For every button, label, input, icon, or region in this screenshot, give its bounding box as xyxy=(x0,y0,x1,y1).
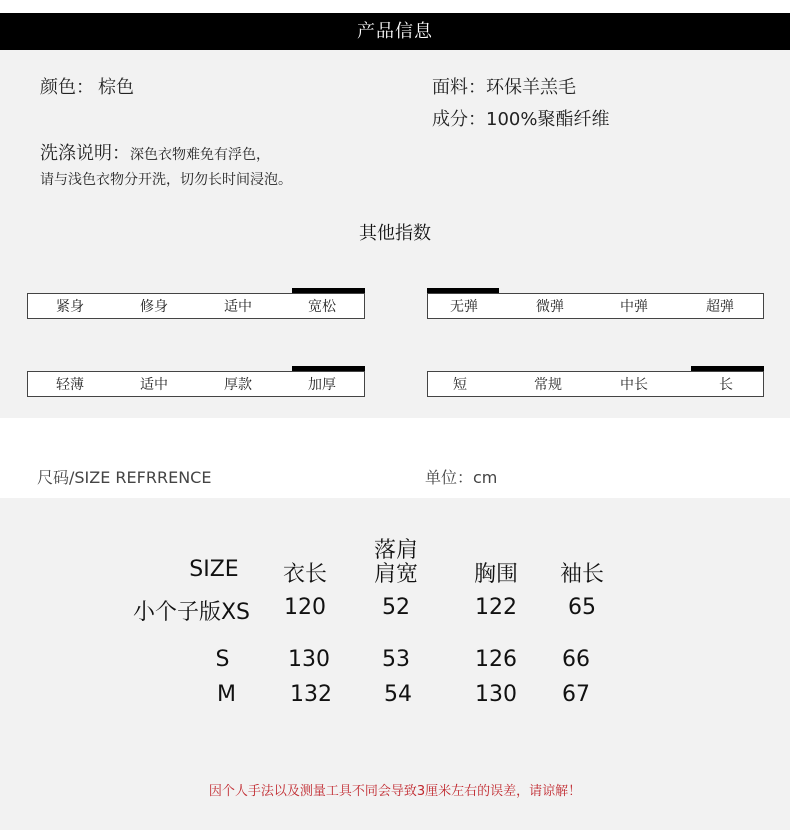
indices-title: 其他指数 xyxy=(359,223,431,244)
color-value: 棕色 xyxy=(98,77,134,98)
fabric-row xyxy=(432,73,576,99)
color-label: 颜色： xyxy=(40,77,94,98)
stretch-scale xyxy=(427,293,764,319)
composition-value: 100%聚酯纤维 xyxy=(486,109,610,130)
stretch-option: 超弹 xyxy=(706,299,734,315)
thickness-option: 适中 xyxy=(140,377,168,393)
page-title: 产品信息 xyxy=(357,21,433,42)
col-header-sleeve: 袖长 xyxy=(559,562,604,587)
wash-line-2: 请与浅色衣物分开洗，切勿长时间浸泡。 xyxy=(40,172,292,188)
fit-option: 适中 xyxy=(224,299,252,315)
table-cell: 126 xyxy=(475,647,517,672)
measurement-notice: 因个人手法以及测量工具不同会导致3厘米左右的误差，请谅解！ xyxy=(208,784,582,799)
thickness-option-selected: 加厚 xyxy=(308,377,336,393)
length-scale xyxy=(427,371,764,397)
color-row xyxy=(40,73,134,99)
col-header-size: SIZE xyxy=(189,557,239,582)
thickness-scale xyxy=(27,371,365,397)
length-option: 短 xyxy=(453,377,467,393)
fit-option: 修身 xyxy=(140,299,168,315)
wash-line-1: 深色衣物难免有浮色， xyxy=(130,147,270,163)
fit-option-selected: 宽松 xyxy=(308,299,336,315)
fit-scale xyxy=(27,293,365,319)
table-cell: 65 xyxy=(568,595,596,620)
table-cell: 122 xyxy=(475,595,517,620)
unit-label: 单位：cm xyxy=(425,468,498,487)
length-option-selected: 长 xyxy=(719,377,733,393)
fit-option: 紧身 xyxy=(56,299,84,315)
stretch-option: 微弹 xyxy=(536,299,564,315)
size-section-title: 尺码/SIZE REFRRENCE xyxy=(37,468,212,487)
table-cell-size: M xyxy=(217,682,236,707)
composition-row xyxy=(432,105,609,131)
wash-instructions xyxy=(40,139,270,165)
stretch-option-selected: 无弹 xyxy=(450,299,478,315)
table-cell: 52 xyxy=(382,595,410,620)
length-option: 常规 xyxy=(534,377,562,393)
table-cell: 120 xyxy=(284,595,326,620)
thickness-option: 轻薄 xyxy=(56,377,84,393)
stretch-option: 中弹 xyxy=(620,299,648,315)
table-cell: 132 xyxy=(290,682,332,707)
col-header-shoulder: 肩宽 xyxy=(373,562,418,587)
table-cell: 53 xyxy=(382,647,410,672)
wash-label: 洗涤说明： xyxy=(40,143,130,164)
table-cell: 66 xyxy=(562,647,590,672)
col-header-chest: 胸围 xyxy=(473,562,518,587)
table-cell-size: S xyxy=(215,647,230,672)
fabric-label: 面料： xyxy=(432,77,486,98)
composition-label: 成分： xyxy=(432,109,486,130)
table-cell-size: 小个子版XS xyxy=(132,600,250,625)
fabric-value: 环保羊羔毛 xyxy=(486,77,576,98)
col-header-drop-shoulder: 落肩 xyxy=(373,538,418,563)
table-cell: 130 xyxy=(288,647,330,672)
table-cell: 67 xyxy=(562,682,590,707)
thickness-option: 厚款 xyxy=(224,377,252,393)
length-option: 中长 xyxy=(620,377,648,393)
col-header-length: 衣长 xyxy=(282,562,327,587)
table-cell: 130 xyxy=(475,682,517,707)
table-cell: 54 xyxy=(384,682,412,707)
